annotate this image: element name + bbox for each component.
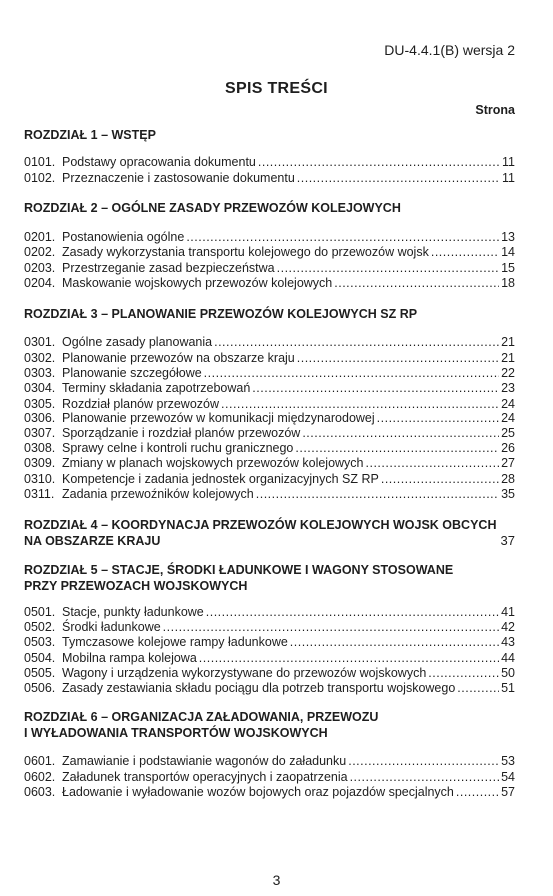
entry-number: 0303. (24, 366, 56, 380)
entry-number: 0503. (24, 635, 56, 649)
chapter-heading-line: ROZDZIAŁ 4 – KOORDYNACJA PRZEWOZÓW KOLEJOWYCH WOJSK OBCYCH (24, 518, 497, 532)
entry-page-number: 51 (501, 681, 515, 695)
dot-leader (428, 666, 499, 680)
entry-title: Rozdział planów przewozów (62, 397, 220, 411)
entry-page-number: 15 (501, 261, 515, 275)
entry-number: 0308. (24, 441, 56, 455)
toc-entry (24, 456, 515, 472)
entry-title: Przestrzeganie zasad bezpieczeństwa (62, 261, 275, 275)
toc-entry (24, 261, 515, 277)
toc-entry (24, 411, 515, 427)
dot-leader (297, 171, 500, 185)
entry-page-number: 14 (501, 245, 515, 259)
dot-leader (334, 276, 499, 290)
chapter-heading-line: ROZDZIAŁ 3 – PLANOWANIE PRZEWOZÓW KOLEJOWYCH SZ RP (24, 307, 418, 321)
toc-entry (24, 230, 515, 246)
entry-title: Tymczasowe kolejowe rampy ładunkowe (62, 635, 288, 649)
entry-page-number: 21 (501, 335, 515, 349)
entry-number: 0504. (24, 651, 56, 665)
dot-leader (206, 605, 499, 619)
entry-page-number: 25 (501, 426, 515, 440)
toc-entry (24, 426, 515, 442)
entry-title: Zamawianie i podstawianie wagonów do załadunku (62, 754, 347, 768)
entry-number: 0309. (24, 456, 56, 470)
entry-number: 0506. (24, 681, 56, 695)
entry-page-number: 43 (501, 635, 515, 649)
entry-number: 0307. (24, 426, 56, 440)
entry-title: Sporządzanie i rozdział planów przewozów (62, 426, 301, 440)
toc-entry (24, 351, 515, 367)
dot-leader (350, 770, 500, 784)
entry-number: 0204. (24, 276, 56, 290)
entry-title: Mobilna rampa kolejowa (62, 651, 197, 665)
entry-page-number: 18 (501, 276, 515, 290)
toc-entry (24, 276, 515, 292)
entry-title: Zasady wykorzystania transportu kolejowego do przewozów wojsk (62, 245, 429, 259)
entry-page-number: 11 (502, 171, 515, 185)
entry-number: 0201. (24, 230, 56, 244)
entry-title: Załadunek transportów operacyjnych i zaopatrzenia (62, 770, 348, 784)
dot-leader (204, 366, 499, 380)
entry-title: Kompetencje i zadania jednostek organizacyjnych SZ RP (62, 472, 379, 486)
entry-number: 0301. (24, 335, 56, 349)
entry-title: Sprawy celne i kontroli ruchu granicznego (62, 441, 294, 455)
chapter-page-number: 37 (500, 533, 515, 548)
entry-page-number: 35 (501, 487, 515, 501)
entry-number: 0306. (24, 411, 56, 425)
chapter-heading-line: PRZY PRZEWOZACH WOJSKOWYCH (24, 579, 248, 593)
chapter-heading-line: ROZDZIAŁ 5 – STACJE, ŚRODKI ŁADUNKOWE I WAGONY STOSOWANE (24, 563, 454, 577)
chapter-heading-line: ROZDZIAŁ 1 – WSTĘP (24, 128, 156, 142)
entry-page-number: 26 (501, 441, 515, 455)
entry-number: 0501. (24, 605, 56, 619)
dot-leader (277, 261, 499, 275)
entry-page-number: 13 (501, 230, 515, 244)
entry-number: 0101. (24, 155, 56, 169)
entry-title: Zasady zestawiania składu pociągu dla potrzeb transportu wojskowego (62, 681, 456, 695)
entry-page-number: 42 (501, 620, 515, 634)
toc-entry (24, 472, 515, 488)
toc-entry (24, 770, 515, 786)
entry-number: 0603. (24, 785, 56, 799)
entry-title: Zmiany w planach wojskowych przewozów kolejowych (62, 456, 364, 470)
dot-leader (256, 487, 499, 501)
entry-title: Wagony i urządzenia wykorzystywane do przewozów wojskowych (62, 666, 427, 680)
toc-entry (24, 620, 515, 636)
entry-title: Postanowienia ogólne (62, 230, 185, 244)
entry-page-number: 24 (501, 411, 515, 425)
page-column-label: Strona (475, 103, 515, 117)
entry-number: 0302. (24, 351, 56, 365)
entry-page-number: 50 (501, 666, 515, 680)
entry-page-number: 24 (501, 397, 515, 411)
toc-entry (24, 635, 515, 651)
toc-entry (24, 171, 515, 187)
entry-title: Podstawy opracowania dokumentu (62, 155, 256, 169)
dot-leader (297, 351, 499, 365)
chapter-heading-line: I WYŁADOWANIA TRANSPORTÓW WOJSKOWYCH (24, 726, 328, 740)
document-id: DU-4.4.1(B) wersja 2 (384, 42, 515, 58)
entry-page-number: 22 (501, 366, 515, 380)
entry-number: 0310. (24, 472, 56, 486)
dot-leader (377, 411, 499, 425)
dot-leader (252, 381, 499, 395)
toc-entry (24, 666, 515, 682)
toc-entry (24, 381, 515, 397)
dot-leader (381, 472, 499, 486)
entry-number: 0203. (24, 261, 56, 275)
entry-page-number: 21 (501, 351, 515, 365)
toc-entry (24, 605, 515, 621)
entry-page-number: 53 (501, 754, 515, 768)
entry-title: Środki ładunkowe (62, 620, 161, 634)
dot-leader (366, 456, 500, 470)
entry-number: 0502. (24, 620, 56, 634)
entry-page-number: 23 (501, 381, 515, 395)
entry-title: Terminy składania zapotrzebowań (62, 381, 251, 395)
entry-number: 0305. (24, 397, 56, 411)
dot-leader (163, 620, 499, 634)
chapter-heading-line: ROZDZIAŁ 2 – OGÓLNE ZASADY PRZEWOZÓW KOLEJOWYCH (24, 201, 401, 215)
dot-leader (258, 155, 500, 169)
toc-entry (24, 441, 515, 457)
toc-entry (24, 785, 515, 801)
dot-leader (431, 245, 499, 259)
entry-page-number: 28 (501, 472, 515, 486)
toc-entry (24, 651, 515, 667)
dot-leader (290, 635, 499, 649)
entry-title: Planowanie szczegółowe (62, 366, 202, 380)
dot-leader (199, 651, 499, 665)
entry-page-number: 27 (501, 456, 515, 470)
chapter-heading-line: NA OBSZARZE KRAJU (24, 534, 161, 548)
dot-leader (457, 681, 499, 695)
toc-entry (24, 335, 515, 351)
entry-number: 0602. (24, 770, 56, 784)
toc-entry (24, 366, 515, 382)
chapter-heading (24, 709, 515, 741)
toc-entry (24, 754, 515, 770)
entry-title: Stacje, punkty ładunkowe (62, 605, 204, 619)
entry-number: 0304. (24, 381, 56, 395)
entry-title: Przeznaczenie i zastosowanie dokumentu (62, 171, 295, 185)
chapter-heading (24, 517, 515, 549)
chapter-heading (24, 200, 515, 216)
toc-entry (24, 155, 515, 171)
entry-page-number: 54 (501, 770, 515, 784)
dot-leader (302, 426, 499, 440)
entry-page-number: 11 (502, 155, 515, 169)
toc-entry (24, 681, 515, 697)
entry-page-number: 57 (501, 785, 515, 799)
toc-entry (24, 487, 515, 503)
entry-title: Maskowanie wojskowych przewozów kolejowych (62, 276, 333, 290)
chapter-heading (24, 306, 515, 322)
entry-number: 0102. (24, 171, 56, 185)
chapter-heading-line: ROZDZIAŁ 6 – ORGANIZACJA ZAŁADOWANIA, PRZEWOZU (24, 710, 379, 724)
entry-title: Planowanie przewozów w komunikacji międzynarodowej (62, 411, 375, 425)
entry-title: Planowanie przewozów na obszarze kraju (62, 351, 295, 365)
entry-number: 0601. (24, 754, 56, 768)
entry-page-number: 44 (501, 651, 515, 665)
toc-entry (24, 245, 515, 261)
entry-page-number: 41 (501, 605, 515, 619)
entry-title: Ogólne zasady planowania (62, 335, 213, 349)
page-number: 3 (272, 872, 281, 888)
dot-leader (456, 785, 499, 799)
entry-title: Zadania przewoźników kolejowych (62, 487, 254, 501)
dot-leader (214, 335, 499, 349)
dot-leader (186, 230, 499, 244)
entry-number: 0505. (24, 666, 56, 680)
entry-title: Ładowanie i wyładowanie wozów bojowych oraz pojazdów specjalnych (62, 785, 454, 799)
chapter-heading (24, 127, 515, 143)
dot-leader (295, 441, 499, 455)
entry-number: 0311. (24, 487, 55, 501)
chapter-heading (24, 562, 515, 594)
dot-leader (348, 754, 499, 768)
dot-leader (221, 397, 499, 411)
page-title: SPIS TREŚCI (225, 80, 328, 97)
entry-number: 0202. (24, 245, 56, 259)
